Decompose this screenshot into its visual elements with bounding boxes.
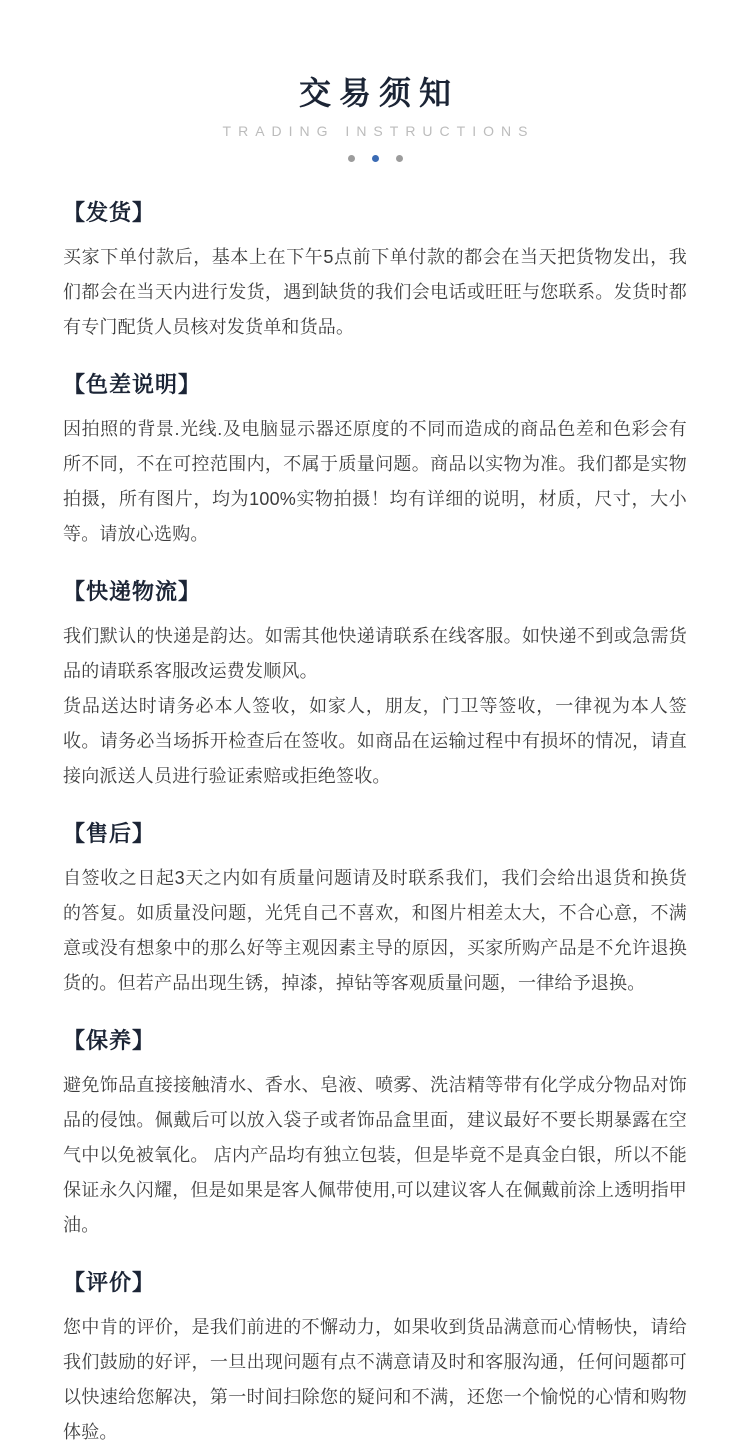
- section-paragraph: 您中肯的评价，是我们前进的不懈动力，如果收到货品满意而心情畅快，请给我们鼓励的好评，一旦出现问题有点不满意请及时和客服沟通，任何问题都可以快速给您解决，第一时间扫除您的疑问和不满，还您一个愉悦的心情和购物体验。: [63, 1317, 687, 1443]
- sections-container: [63, 196, 687, 1450]
- section-color-difference: [63, 368, 687, 552]
- section-review: [63, 1266, 687, 1450]
- section-heading: 【色差说明】: [63, 372, 202, 398]
- divider-dots: [63, 155, 687, 162]
- section-paragraph: 因拍照的背景.光线.及电脑显示器还原度的不同而造成的商品色差和色彩会有所不同，不在可控范围内，不属于质量问题。商品以实物为准。我们都是实物拍摄，所有图片，均为100%实物拍摄！均有详细的说明，材质，尺寸，大小等。请放心选购。: [63, 419, 687, 545]
- section-heading: 【保养】: [63, 1028, 156, 1054]
- section-paragraph: 买家下单付款后，基本上在下午5点前下单付款的都会在当天把货物发出，我们都会在当天内进行发货，遇到缺货的我们会电话或旺旺与您联系。发货时都有专门配货人员核对发货单和货品。: [63, 247, 687, 338]
- section-heading: 【快递物流】: [63, 579, 202, 605]
- section-heading: 【发货】: [63, 200, 156, 226]
- section-heading: 【售后】: [63, 821, 156, 847]
- divider-dot: [396, 155, 403, 162]
- section-paragraph: 避免饰品直接接触清水、香水、皂液、喷雾、洗洁精等带有化学成分物品对饰品的侵蚀。佩戴后可以放入袋子或者饰品盒里面，建议最好不要长期暴露在空气中以免被氧化。 店内产品均有独立包装，但是毕竟不是真金白银，所以不能保证永久闪耀，但是如果是客人佩带使用,可以建议客人在佩戴前涂上透明指甲油。: [63, 1075, 687, 1236]
- section-after-sale: [63, 817, 687, 1001]
- section-paragraph: 货品送达时请务必本人签收，如家人，朋友，门卫等签收，一律视为本人签收。请务必当场拆开检查后在签收。如商品在运输过程中有损坏的情况，请直接向派送人员进行验证索赔或拒绝签收。: [63, 696, 687, 787]
- page-subtitle: TRADING INSTRUCTIONS: [222, 123, 535, 140]
- divider-dot: [348, 155, 355, 162]
- section-heading: 【评价】: [63, 1270, 156, 1296]
- page-header: [63, 0, 687, 162]
- page-title: 交易须知: [298, 75, 459, 111]
- section-shipping: [63, 196, 687, 345]
- section-paragraph: 我们默认的快递是韵达。如需其他快递请联系在线客服。如快递不到或急需货品的请联系客服改运费发顺风。: [63, 626, 687, 682]
- section-express-logistics: [63, 575, 687, 794]
- section-maintenance: [63, 1024, 687, 1243]
- section-paragraph: 自签收之日起3天之内如有质量问题请及时联系我们，我们会给出退货和换货的答复。如质量没问题，光凭自己不喜欢，和图片相差太大，不合心意，不满意或没有想象中的那么好等主观因素主导的原因，买家所购产品是不允许退换货的。但若产品出现生锈，掉漆，掉钻等客观质量问题，一律给予退换。: [63, 868, 687, 994]
- divider-dot-active: [372, 155, 379, 162]
